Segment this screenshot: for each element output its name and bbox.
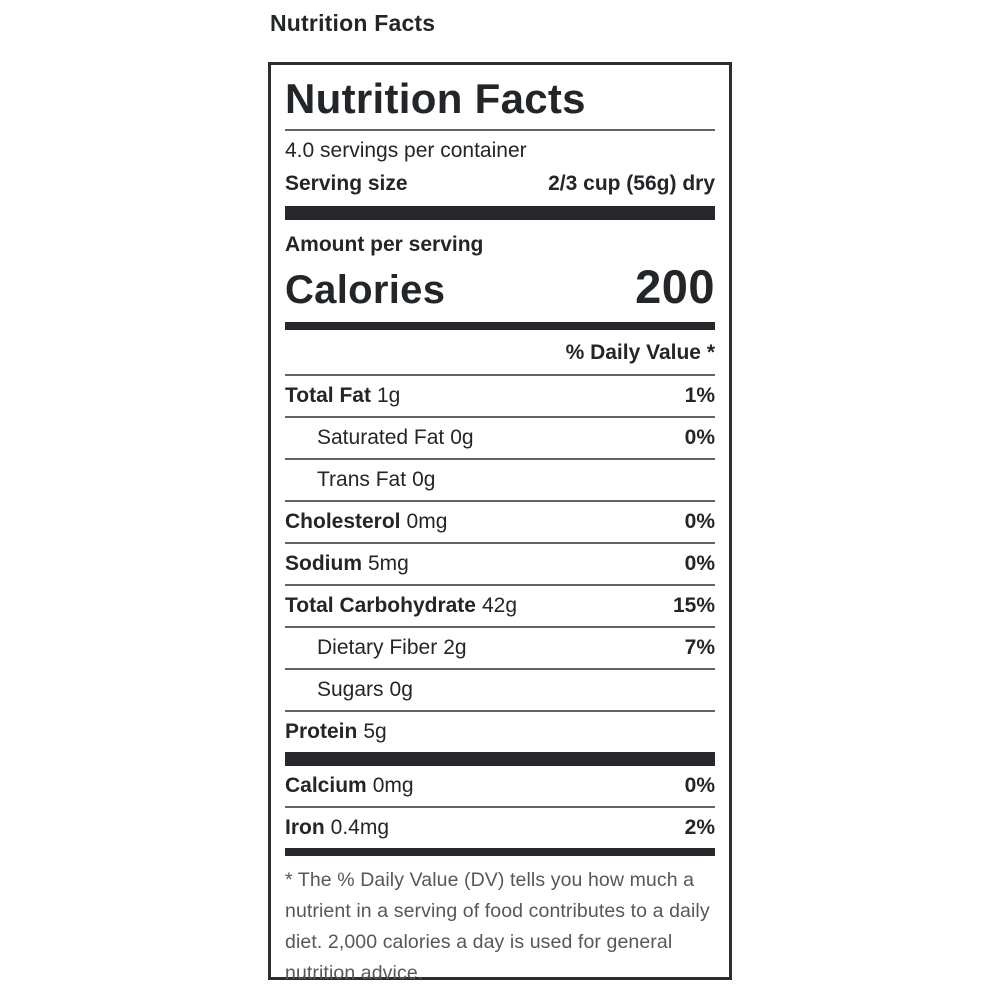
serving-size-value: 2/3 cup (56g) dry (548, 172, 715, 196)
nutrient-row-total-carbohydrate (285, 586, 715, 626)
nutrient-name: Dietary Fiber (317, 636, 438, 660)
daily-value-footnote: * The % Daily Value (DV) tells you how much a nutrient in a serving of food contributes to a daily diet. 2,000 calories a day is used for general nutrition advice. (285, 869, 710, 985)
servings-per-container: 4.0 servings per container (285, 139, 527, 163)
nutrient-dv: 1% (684, 384, 715, 408)
calories-row (285, 257, 715, 322)
daily-value-header: % Daily Value * (565, 341, 715, 365)
nutrient-row-trans-fat (285, 460, 715, 500)
nutrient-amount: 0g (450, 426, 474, 450)
nutrient-row-total-fat (285, 376, 715, 416)
nutrient-amount: 2g (443, 636, 467, 660)
nutrient-amount: 0mg (406, 510, 448, 534)
thick-bar (285, 206, 715, 220)
nutrient-dv: 0% (684, 552, 715, 576)
nutrient-amount: 1g (376, 384, 401, 408)
nutrient-name: Trans Fat (317, 468, 407, 492)
nutrient-row-sugars (285, 670, 715, 710)
serving-size-label: Serving size (285, 172, 408, 196)
serving-size-row (285, 165, 715, 206)
nutrient-name: Protein (285, 720, 358, 744)
nutrient-row-cholesterol (285, 502, 715, 542)
page-title: Nutrition Facts (270, 10, 436, 36)
medium-bar (285, 322, 715, 330)
nutrient-row-saturated-fat (285, 418, 715, 458)
nutrient-name: Saturated Fat (317, 426, 445, 450)
mineral-amount: 0mg (372, 774, 414, 798)
nutrition-facts-label (268, 62, 732, 985)
nutrient-row-protein (285, 712, 715, 752)
mineral-name: Calcium (285, 774, 367, 798)
nutrient-dv: 7% (684, 636, 715, 660)
nutrient-row-dietary-fiber (285, 628, 715, 668)
nutrient-name: Total Fat (285, 384, 371, 408)
mineral-dv: 0% (684, 774, 715, 798)
label-title: Nutrition Facts (285, 75, 586, 122)
mineral-amount: 0.4mg (330, 816, 390, 840)
nutrient-name: Sugars (317, 678, 384, 702)
nutrient-name: Sodium (285, 552, 362, 576)
amount-per-serving-label: Amount per serving (285, 233, 484, 257)
nutrient-amount: 0g (389, 678, 413, 702)
nutrient-amount: 0g (412, 468, 436, 492)
mineral-row-iron (285, 808, 715, 848)
nutrient-name: Cholesterol (285, 510, 401, 534)
calories-label: Calories (285, 268, 446, 313)
nutrient-amount: 5mg (368, 552, 409, 576)
calories-value: 200 (635, 260, 715, 314)
nutrient-dv: 15% (672, 594, 715, 618)
nutrient-name: Total Carbohydrate (285, 594, 476, 618)
thick-bar (285, 752, 715, 766)
medium-bar (285, 848, 715, 856)
nutrient-amount: 42g (481, 594, 518, 618)
mineral-name: Iron (285, 816, 325, 840)
mineral-dv: 2% (684, 816, 715, 840)
mineral-row-calcium (285, 766, 715, 806)
nutrient-dv: 0% (684, 426, 715, 450)
nutrient-amount: 5g (363, 720, 387, 744)
nutrient-row-sodium (285, 544, 715, 584)
nutrient-dv: 0% (684, 510, 715, 534)
